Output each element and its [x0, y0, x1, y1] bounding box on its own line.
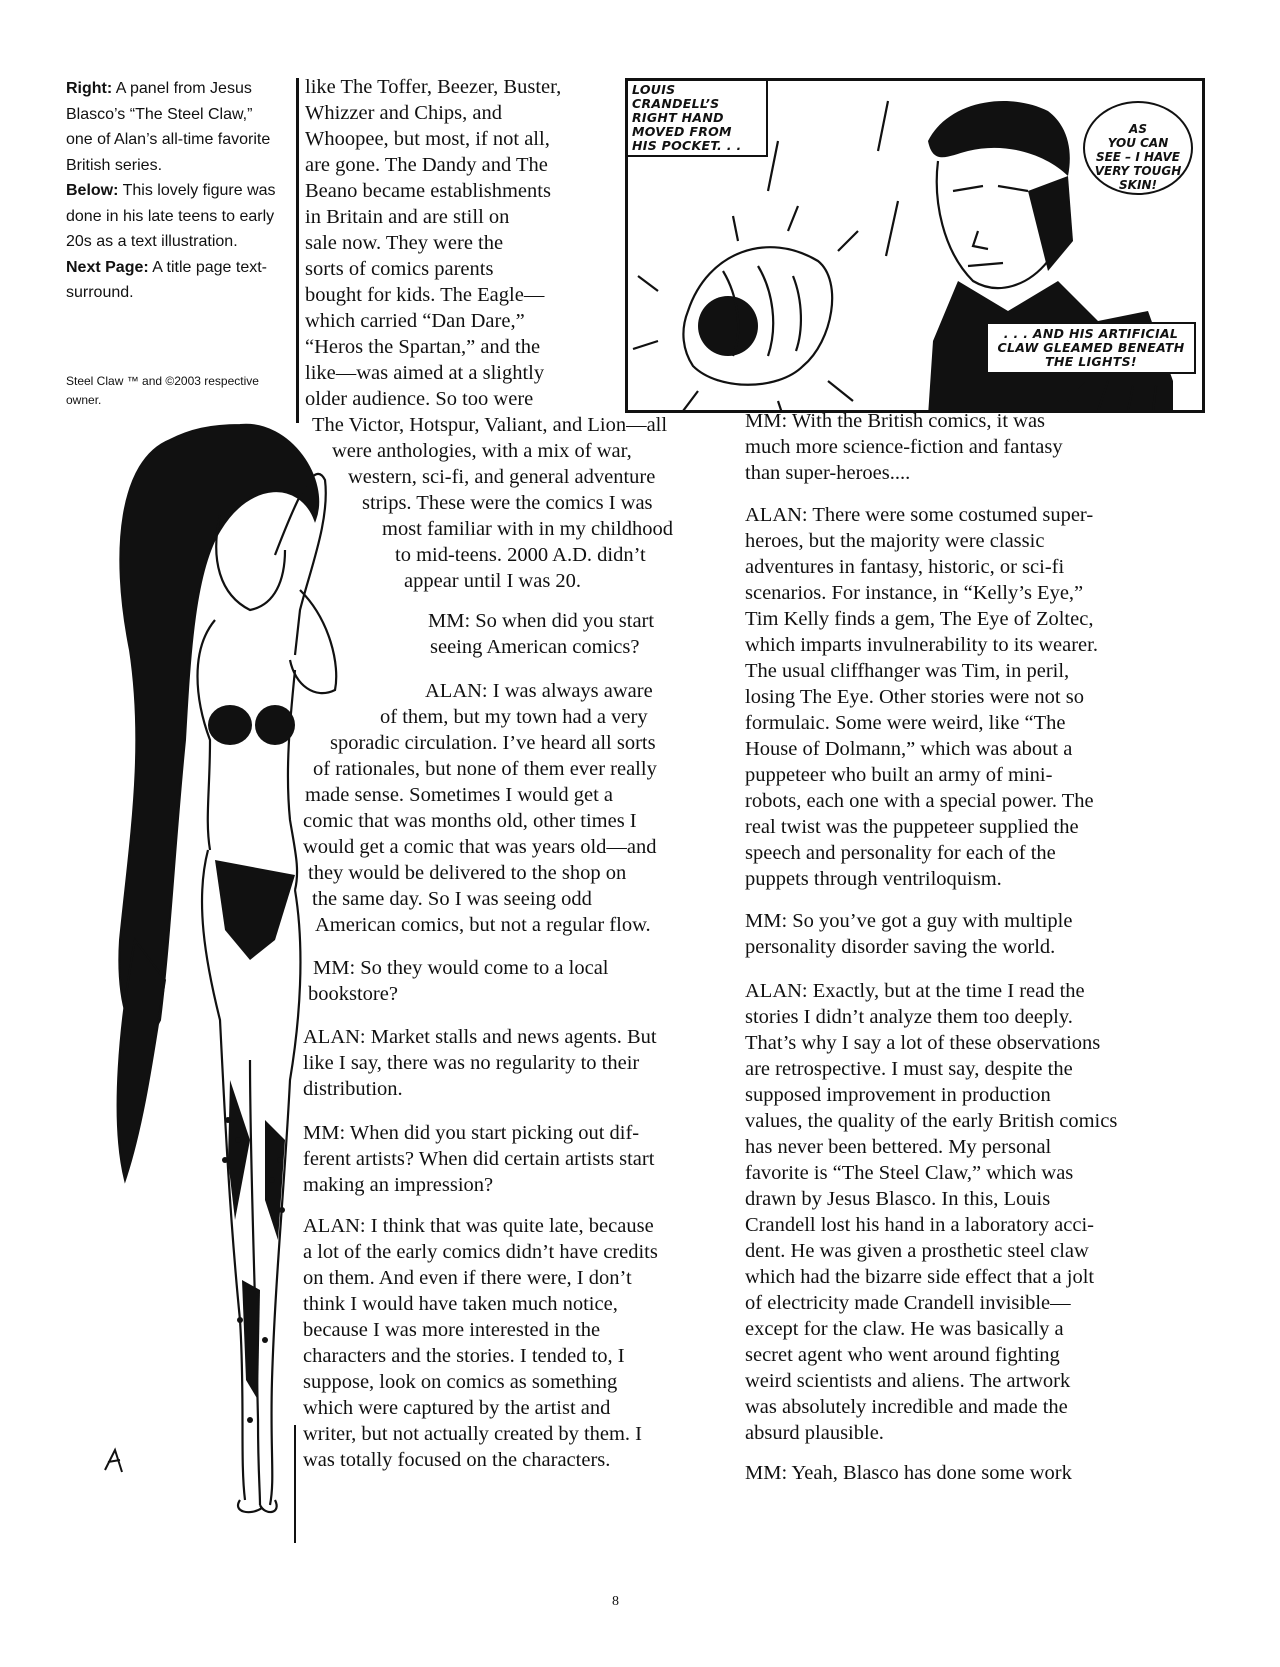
- comic-panel: [625, 78, 1205, 413]
- speech-balloon: AS YOU CAN SEE – I HAVE VERY TOUGH SKIN!: [1083, 101, 1193, 195]
- text-line: bought for kids. The Eagle—: [305, 284, 545, 306]
- text-line: ALAN: There were some costumed super-: [745, 504, 1094, 526]
- text-line: secret agent who went around fighting: [745, 1344, 1060, 1366]
- text-line: ferent artists? When did certain artists start: [303, 1148, 655, 1170]
- text-line: ALAN: I think that was quite late, because: [303, 1215, 654, 1237]
- text-line: bookstore?: [308, 983, 398, 1005]
- text-line: characters and the stories. I tended to, I: [303, 1345, 625, 1367]
- text-line: weird scientists and aliens. The artwork: [745, 1370, 1071, 1392]
- text-line: Whoopee, but most, if not all,: [305, 128, 550, 150]
- text-line: of rationales, but none of them ever really: [313, 758, 657, 780]
- text-line: MM: When did you start picking out dif-: [303, 1122, 640, 1144]
- text-line: formulaic. Some were weird, like “The: [745, 712, 1066, 734]
- text-line: writer, but not actually created by them. I: [303, 1423, 643, 1445]
- text-line: The Victor, Hotspur, Valiant, and Lion—all: [312, 414, 668, 436]
- text-line: which carried “Dan Dare,”: [305, 310, 525, 332]
- text-line: sporadic circulation. I’ve heard all sorts: [330, 732, 656, 754]
- text-line: most familiar with in my childhood: [382, 518, 673, 540]
- text-line: comic that was months old, other times I: [303, 810, 637, 832]
- caption-text-right: A panel from Jesus Blasco’s “The Steel Claw,” one of Alan’s all-time favorite British series.: [66, 80, 271, 174]
- text-line: they would be delivered to the shop on: [308, 862, 627, 884]
- text-line: speech and personality for each of the: [745, 842, 1056, 864]
- page-number: 8: [612, 1594, 619, 1609]
- text-line: MM: With the British comics, it was: [745, 410, 1046, 432]
- caption-text-next: A title page text-surround.: [66, 258, 267, 301]
- text-line: like The Toffer, Beezer, Buster,: [305, 76, 562, 98]
- sidebar-caption: [66, 76, 276, 306]
- caption-label-right: Right:: [66, 80, 113, 97]
- text-line: sale now. They were the: [305, 232, 504, 254]
- text-line: were anthologies, with a mix of war,: [332, 440, 632, 462]
- text-line: Tim Kelly finds a gem, The Eye of Zoltec,: [745, 608, 1094, 630]
- text-line: values, the quality of the early British comics: [745, 1110, 1118, 1132]
- text-line: supposed improvement in production: [745, 1084, 1051, 1106]
- text-line: adventures in fantasy, historic, or sci-fi: [745, 556, 1065, 578]
- text-line: like I say, there was no regularity to their: [303, 1052, 640, 1074]
- text-line: absurd plausible.: [745, 1422, 884, 1444]
- text-line: are retrospective. I must say, despite the: [745, 1058, 1073, 1080]
- text-line: to mid-teens. 2000 A.D. didn’t: [395, 544, 646, 566]
- text-line: a lot of the early comics didn’t have credits: [303, 1241, 658, 1263]
- text-line: ALAN: I was always aware: [425, 680, 653, 702]
- text-line: of them, but my town had a very: [380, 706, 648, 728]
- text-line: are gone. The Dandy and The: [305, 154, 548, 176]
- text-line: distribution.: [303, 1078, 403, 1100]
- text-line: Beano became establishments: [305, 180, 551, 202]
- text-line: seeing American comics?: [430, 636, 640, 658]
- text-line: The usual cliffhanger was Tim, in peril,: [745, 660, 1070, 682]
- text-line: stories I didn’t analyze them too deeply.: [745, 1006, 1073, 1028]
- text-line: think I would have taken much notice,: [303, 1293, 618, 1315]
- text-line: which had the bizarre side effect that a jolt: [745, 1266, 1095, 1288]
- text-line: American comics, but not a regular flow.: [315, 914, 651, 936]
- column-divider: [296, 78, 299, 423]
- text-line: MM: So when did you start: [428, 610, 655, 632]
- text-line: ALAN: Exactly, but at the time I read the: [745, 980, 1085, 1002]
- text-line: heroes, but the majority were classic: [745, 530, 1045, 552]
- text-line: MM: So you’ve got a guy with multiple: [745, 910, 1073, 932]
- text-line: making an impression?: [303, 1174, 494, 1196]
- text-line: much more science-fiction and fantasy: [745, 436, 1063, 458]
- text-line: drawn by Jesus Blasco. In this, Louis: [745, 1188, 1051, 1210]
- text-line: western, sci-fi, and general adventure: [348, 466, 656, 488]
- text-line: in Britain and are still on: [305, 206, 510, 228]
- text-line: was totally focused on the characters.: [303, 1449, 611, 1471]
- panel-caption-top: LOUIS CRANDELL’S RIGHT HAND MOVED FROM HIS POCKET. . .: [628, 81, 768, 157]
- caption-label-below: Below:: [66, 182, 119, 199]
- text-line: personality disorder saving the world.: [745, 936, 1056, 958]
- text-line: sorts of comics parents: [305, 258, 494, 280]
- text-line: Whizzer and Chips, and: [305, 102, 502, 124]
- caption-text-below: This lovely figure was done in his late teens to early 20s as a text illustration.: [66, 182, 276, 250]
- text-line: strips. These were the comics I was: [362, 492, 653, 514]
- text-line: because I was more interested in the: [303, 1319, 601, 1341]
- text-line: appear until I was 20.: [404, 570, 582, 592]
- text-line: made sense. Sometimes I would get a: [305, 784, 614, 806]
- copyright-credit: Steel Claw ™ and ©2003 respective owner.: [66, 374, 259, 407]
- text-line: older audience. So too were: [305, 388, 534, 410]
- text-line: puppeteer who built an army of mini-: [745, 764, 1053, 786]
- text-line: than super-heroes....: [745, 462, 911, 484]
- text-line: scenarios. For instance, in “Kelly’s Eye,”: [745, 582, 1084, 604]
- text-line: suppose, look on comics as something: [303, 1371, 618, 1393]
- text-line: puppets through ventriloquism.: [745, 868, 1002, 890]
- text-line: Crandell lost his hand in a laboratory acci-: [745, 1214, 1094, 1236]
- text-line: That’s why I say a lot of these observations: [745, 1032, 1101, 1054]
- text-line: favorite is “The Steel Claw,” which was: [745, 1162, 1074, 1184]
- text-line: the same day. So I was seeing odd: [312, 888, 592, 910]
- text-line: which were captured by the artist and: [303, 1397, 611, 1419]
- text-line: MM: So they would come to a local: [313, 957, 609, 979]
- text-line: “Heros the Spartan,” and the: [305, 336, 541, 358]
- text-line: MM: Yeah, Blasco has done some work: [745, 1462, 1072, 1484]
- text-line: which imparts invulnerability to its wearer.: [745, 634, 1098, 656]
- text-line: of electricity made Crandell invisible—: [745, 1292, 1071, 1314]
- text-line: except for the claw. He was basically a: [745, 1318, 1064, 1340]
- text-line: like—was aimed at a slightly: [305, 362, 545, 384]
- text-line: would get a comic that was years old—and: [303, 836, 657, 858]
- text-line: was absolutely incredible and made the: [745, 1396, 1068, 1418]
- text-line: House of Dolmann,” which was about a: [745, 738, 1073, 760]
- panel-caption-bottom: . . . AND HIS ARTIFICIAL CLAW GLEAMED BENEATH THE LIGHTS!: [986, 322, 1196, 374]
- text-line: has never been bettered. My personal: [745, 1136, 1052, 1158]
- text-line: on them. And even if there were, I don’t: [303, 1267, 632, 1289]
- caption-label-next: Next Page:: [66, 258, 149, 276]
- text-line: ALAN: Market stalls and news agents. But: [303, 1026, 657, 1048]
- text-line: real twist was the puppeteer supplied the: [745, 816, 1079, 838]
- text-line: dent. He was given a prosthetic steel claw: [745, 1240, 1089, 1262]
- text-line: losing The Eye. Other stories were not so: [745, 686, 1084, 708]
- text-line: robots, each one with a special power. The: [745, 790, 1094, 812]
